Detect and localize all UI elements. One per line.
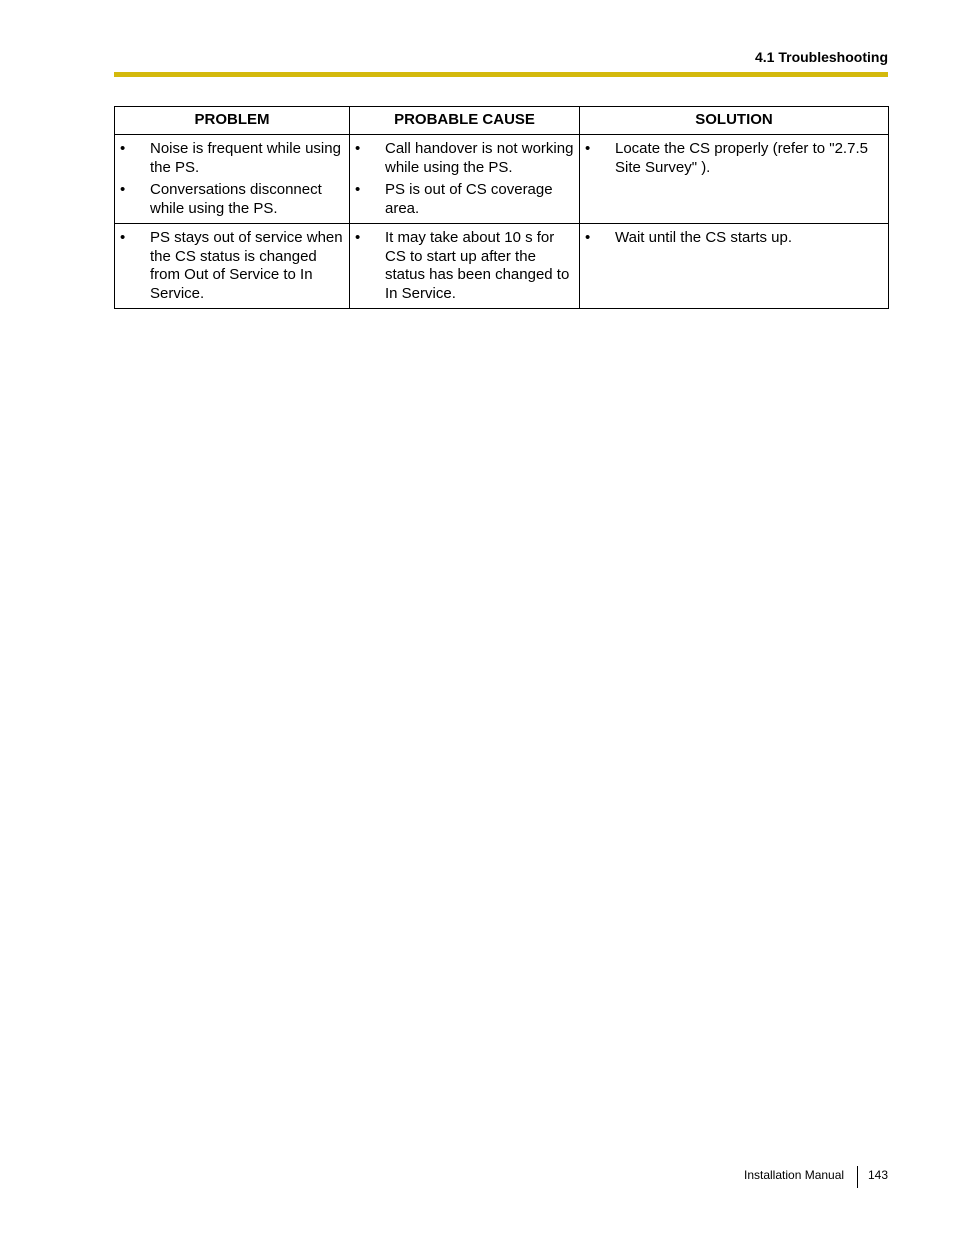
cause-text: PS is out of CS coverage area. <box>385 181 553 217</box>
problem-list <box>115 229 345 303</box>
solution-text: Wait until the CS starts up. <box>615 229 793 246</box>
table-header-row <box>115 107 889 135</box>
solution-cell <box>580 135 889 224</box>
bullet-icon: • <box>355 140 361 157</box>
table-row <box>115 135 889 224</box>
list-item <box>115 229 345 303</box>
column-header-solution: SOLUTION <box>580 107 889 135</box>
column-header-probable-cause: PROBABLE CAUSE <box>350 107 580 135</box>
page-number: 143 <box>868 1168 889 1182</box>
problem-cell <box>115 224 350 309</box>
footer-divider <box>857 1166 858 1188</box>
list-item <box>580 229 884 248</box>
problem-cell <box>115 135 350 224</box>
cause-cell <box>350 135 580 224</box>
list-item <box>350 229 575 303</box>
cause-text: Call handover is not working while using the PS. <box>385 140 574 176</box>
list-item <box>115 140 345 177</box>
problem-text: Noise is frequent while using the PS. <box>150 140 341 176</box>
solution-text: Locate the CS properly (refer to "2.7.5 Site Survey" ). <box>615 140 868 176</box>
bullet-icon: • <box>120 229 126 246</box>
troubleshooting-table <box>114 106 889 309</box>
list-item <box>350 181 575 218</box>
list-item <box>115 181 345 218</box>
header-rule <box>114 72 888 77</box>
problem-text: Conversations disconnect while using the PS. <box>150 181 322 217</box>
solution-cell <box>580 224 889 309</box>
bullet-icon: • <box>120 140 126 157</box>
footer-manual-label: Installation Manual <box>744 1168 845 1182</box>
section-title: 4.1 Troubleshooting <box>754 49 888 65</box>
list-item <box>350 140 575 177</box>
bullet-icon: • <box>355 181 361 198</box>
problem-list <box>115 140 345 218</box>
column-header-problem: PROBLEM <box>115 107 350 135</box>
cause-text: It may take about 10 s for CS to start up after the status has been changed to In Service. <box>385 229 570 302</box>
solution-list <box>580 140 884 177</box>
solution-list <box>580 229 884 248</box>
cause-cell <box>350 224 580 309</box>
problem-text: PS stays out of service when the CS status is changed from Out of Service to In Service. <box>150 229 343 302</box>
list-item <box>580 140 884 177</box>
cause-list <box>350 140 575 218</box>
cause-list <box>350 229 575 303</box>
bullet-icon: • <box>585 140 591 157</box>
table-row <box>115 224 889 309</box>
bullet-icon: • <box>355 229 361 246</box>
bullet-icon: • <box>120 181 126 198</box>
bullet-icon: • <box>585 229 591 246</box>
